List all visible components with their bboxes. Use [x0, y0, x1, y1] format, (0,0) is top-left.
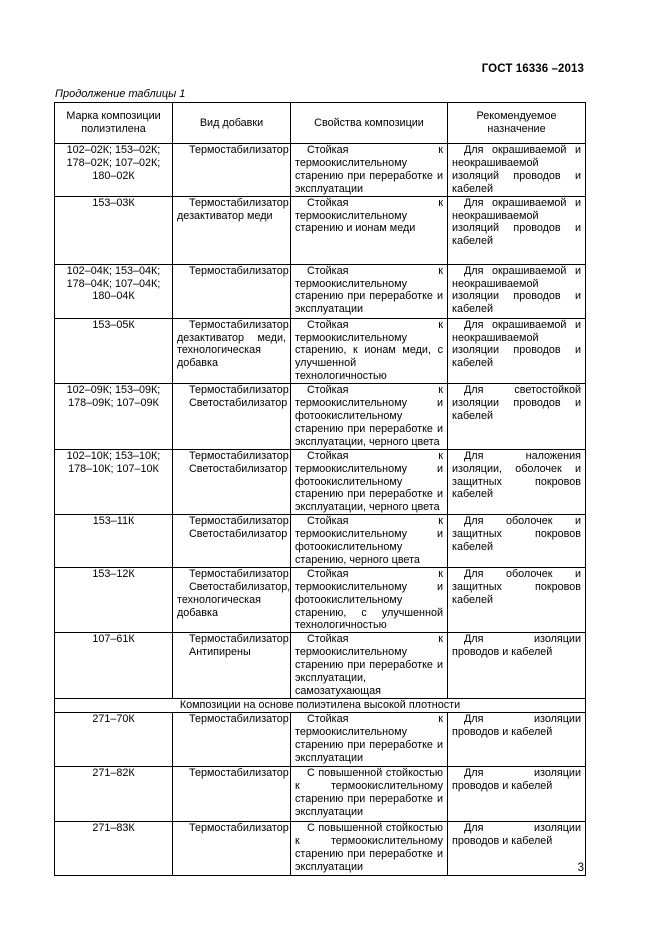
cell-properties: Стойкая к термоокислительному старению при переработке и эксплуатации: [291, 712, 448, 766]
cell-mark: 271–70К: [55, 712, 173, 766]
table-row: [55, 567, 586, 633]
cell-properties: Стойкая к термоокислительному старению при переработке и эксплуатации, самозатухающая: [291, 633, 448, 699]
cell-purpose: Для оболочек и защитных покровов кабелей: [448, 515, 586, 568]
table-row: [55, 515, 586, 568]
table-row: [55, 384, 586, 450]
cell-properties: Стойкая к термоокислительному старению при переработке и эксплуатации: [291, 264, 448, 318]
cell-additive: Термостабилизатор: [173, 766, 291, 821]
cell-additive: [173, 384, 291, 450]
cell-purpose: Для изоляции проводов и кабелей: [448, 766, 586, 821]
table-row: [55, 196, 586, 264]
table-header-row: [55, 103, 586, 144]
additive-line: Антипирены: [189, 646, 251, 659]
standard-number: ГОСТ 16336 –2013: [481, 63, 584, 75]
cell-properties: Стойкая к термоокислительному и фотоокислительному старению, черного цвета: [291, 515, 448, 568]
header-mark: Марка композиции полиэтилена: [55, 103, 173, 144]
cell-additive: [173, 633, 291, 699]
cell-properties: Стойкая к термоокислительному и фотоокислительному старению при переработке и эксплуатации, черного цвета: [291, 384, 448, 450]
table-row: [55, 712, 586, 766]
cell-purpose: Для изоляции проводов и кабелей: [448, 633, 586, 699]
table-row: [55, 821, 586, 875]
cell-properties: Стойкая к термоокислительному старению при переработке и эксплуатации: [291, 144, 448, 197]
cell-purpose: Для окрашиваемой и неокрашиваемой изоляций проводов и кабелей: [448, 196, 586, 264]
additive-line: Термостабилизатор.: [189, 633, 292, 646]
cell-additive: Термостабилизатор: [173, 712, 291, 766]
cell-mark: 102–02К; 153–02К; 178–02К; 107–02К; 180–02К: [55, 144, 173, 197]
cell-additive: Термостабилизатор: [173, 144, 291, 197]
cell-properties: С повышенной стойкостью к термоокислительному старению при переработке и эксплуатации: [291, 766, 448, 821]
cell-properties: С повышенной стойкостью к термоокислительному старению при переработке и эксплуатации: [291, 821, 448, 875]
cell-purpose: Для оболочек и защитных покровов кабелей: [448, 567, 586, 633]
table-continuation-caption: Продолжение таблицы 1: [55, 88, 186, 100]
cell-mark: 107–61К: [55, 633, 173, 699]
cell-mark: 153–12К: [55, 567, 173, 633]
cell-purpose: Для наложения изоляции, оболочек и защитных покровов кабелей: [448, 449, 586, 515]
additive-line: Термостабилизатор.: [189, 449, 292, 462]
header-properties: Свойства композиции: [291, 103, 448, 144]
cell-purpose: Для светостойкой изоляции проводов и кабелей: [448, 384, 586, 450]
cell-purpose: Для окрашиваемой и неокрашиваемой изоляции проводов и кабелей: [448, 318, 586, 384]
cell-additive: [173, 567, 291, 633]
cell-additive: [173, 515, 291, 568]
table-row: [55, 264, 586, 318]
additive-line: Светостабилизатор: [189, 462, 288, 475]
additive-line: Светостабилизатор, технологическая добавка: [177, 580, 291, 619]
section-title: Композиции на основе полиэтилена высокой плотности: [55, 698, 586, 712]
cell-additive: Термостабилизатор, дезактиватор меди, технологическая добавка: [173, 318, 291, 384]
cell-mark: 153–03К: [55, 196, 173, 264]
cell-mark: 102–10К; 153–10К; 178–10К; 107–10К: [55, 449, 173, 515]
cell-mark: 271–83К: [55, 821, 173, 875]
cell-properties: Стойкая к термоокислительному и фотоокислительному старению при переработке и эксплуатации, черного цвета: [291, 449, 448, 515]
cell-purpose: Для изоляции проводов и кабелей: [448, 821, 586, 875]
cell-additive: Термостабилизатор: [173, 264, 291, 318]
cell-properties: Стойкая к термоокислительному и фотоокислительному старению, с улучшенной технологичностью: [291, 567, 448, 633]
cell-properties: Стойкая к термоокислительному старению, к ионам меди, с улучшенной технологичностью: [291, 318, 448, 384]
cell-additive: Термостабилизатор, дезактиватор меди: [173, 196, 291, 264]
header-purpose: Рекомендуемое назначение: [448, 103, 586, 144]
cell-additive: [173, 449, 291, 515]
additive-line: Светостабилизатор: [189, 397, 288, 410]
additive-line: Термостабилизатор.: [189, 567, 292, 580]
table-row: [55, 766, 586, 821]
cell-mark: 102–09К; 153–09К; 178–09К; 107–09К: [55, 384, 173, 450]
cell-mark: 153–11К: [55, 515, 173, 568]
table-row: [55, 449, 586, 515]
section-row: [55, 698, 586, 712]
additive-line: Светостабилизатор: [189, 528, 288, 541]
page-number: 3: [577, 862, 584, 874]
cell-purpose: Для окрашиваемой и неокрашиваемой изоляций проводов и кабелей: [448, 144, 586, 197]
table-row: [55, 144, 586, 197]
composition-table: [54, 102, 586, 876]
additive-line: Термостабилизатор.: [189, 384, 292, 397]
cell-additive: Термостабилизатор: [173, 821, 291, 875]
cell-purpose: Для окрашиваемой и неокрашиваемой изоляции проводов и кабелей: [448, 264, 586, 318]
additive-line: Термостабилизатор.: [189, 515, 292, 528]
header-additive: Вид добавки: [173, 103, 291, 144]
cell-mark: 271–82К: [55, 766, 173, 821]
table-row: [55, 633, 586, 699]
cell-mark: 102–04К; 153–04К; 178–04К; 107–04К; 180–04К: [55, 264, 173, 318]
cell-mark: 153–05К: [55, 318, 173, 384]
cell-properties: Стойкая к термоокислительному старению и ионам меди: [291, 196, 448, 264]
cell-purpose: Для изоляции проводов и кабелей: [448, 712, 586, 766]
table-row: [55, 318, 586, 384]
